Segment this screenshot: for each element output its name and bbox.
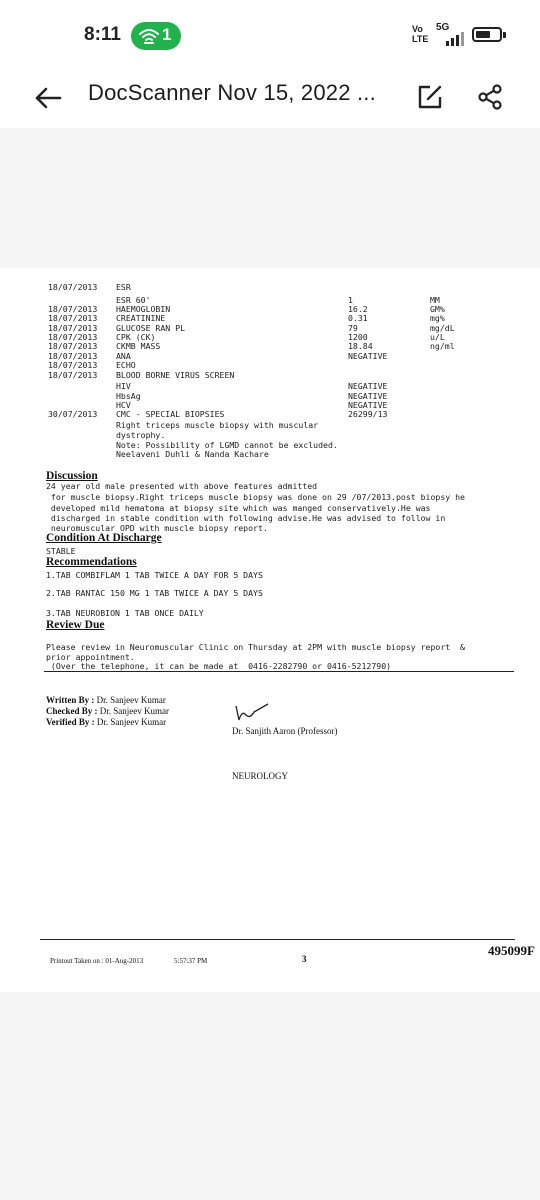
lab-test-cell: Note: Possibility of LGMD cannot be excluded.	[116, 440, 338, 450]
lab-test-cell: Right triceps muscle biopsy with muscular	[116, 420, 319, 430]
footer-divider	[40, 939, 515, 940]
lab-value-cell: 0.31	[348, 313, 368, 323]
lab-value-cell: 16.2	[348, 304, 368, 314]
signal-icon	[446, 32, 468, 46]
divider	[44, 671, 514, 672]
recommendation-item: 1.TAB COMBIFLAM 1 TAB TWICE A DAY FOR 5 DAYS	[46, 570, 263, 580]
written-by: Written By : Dr. Sanjeev Kumar	[46, 695, 166, 705]
discussion-line: neuromuscular OPD with muscle biopsy report.	[46, 523, 268, 533]
lab-test-cell: ANA	[116, 351, 131, 361]
lab-value-cell: NEGATIVE	[348, 381, 388, 391]
signature-mark	[232, 700, 272, 724]
lab-unit-cell: mg/dL	[430, 323, 455, 333]
network-type: 5G	[436, 22, 450, 33]
lab-value-cell: 79	[348, 323, 358, 333]
discussion-heading: Discussion	[46, 470, 98, 482]
lab-value-cell: 1200	[348, 332, 368, 342]
lab-unit-cell: u/L	[430, 332, 445, 342]
lab-test-cell: ECHO	[116, 360, 136, 370]
lab-unit-cell: GM%	[430, 304, 445, 314]
condition-text: STABLE	[46, 546, 76, 556]
hotspot-indicator[interactable]	[131, 22, 181, 50]
lab-test-cell: HAEMOGLOBIN	[116, 304, 171, 314]
lab-test-cell: CPK (CK)	[116, 332, 156, 342]
recommendations-heading: Recommendations	[46, 556, 137, 568]
lab-value-cell: 1	[348, 295, 353, 305]
discussion-line: for muscle biopsy.Right triceps muscle biopsy was done on 29 /07/2013.post biopsy he	[46, 492, 465, 502]
lab-test-cell: BLOOD BORNE VIRUS SCREEN	[116, 370, 235, 380]
department: NEUROLOGY	[232, 771, 288, 781]
arrow-left-icon	[34, 86, 62, 110]
lab-test-cell: CREATININE	[116, 313, 166, 323]
battery-tip	[503, 32, 506, 38]
lab-test-cell: Neelaveni Duhli & Nanda Kachare	[116, 449, 269, 459]
battery-icon	[472, 27, 502, 42]
lab-date-cell: 18/07/2013	[48, 351, 98, 361]
discussion-line: discharged in stable condition with following advise.He was advised to follow in	[46, 513, 446, 523]
lab-date-cell: 18/07/2013	[48, 341, 98, 351]
lab-value-cell: 26299/13	[348, 409, 388, 419]
recommendation-item: 2.TAB RANTAC 150 MG 1 TAB TWICE A DAY 5 DAYS	[46, 588, 263, 598]
checked-by: Checked By : Dr. Sanjeev Kumar	[46, 706, 169, 716]
lab-test-cell: HbsAg	[116, 391, 141, 401]
share-icon	[477, 84, 503, 110]
volte-indicator: Vo LTE	[412, 24, 429, 44]
review-line: prior appointment.	[46, 652, 135, 662]
lab-date-cell: 18/07/2013	[48, 323, 98, 333]
professor-name: Dr. Sanjith Aaron (Professor)	[232, 726, 338, 736]
review-line: (Over the telephone, it can be made at 0416-2282790 or 0416-5212790)	[46, 661, 392, 671]
lab-value-cell: 18.84	[348, 341, 373, 351]
battery-level	[476, 31, 490, 38]
lab-test-cell: dystrophy.	[116, 430, 166, 440]
document-id: 495099F	[488, 943, 535, 958]
lab-value-cell: NEGATIVE	[348, 351, 388, 361]
share-button[interactable]	[470, 77, 510, 117]
review-line: Please review in Neuromuscular Clinic on Thursday at 2PM with muscle biopsy report &	[46, 642, 465, 652]
hotspot-count: 1	[162, 25, 172, 44]
lab-date-cell: 18/07/2013	[48, 282, 98, 292]
lab-test-cell: HCV	[116, 400, 131, 410]
lab-test-cell: CKMB MASS	[116, 341, 161, 351]
status-time: 8:11	[84, 24, 121, 45]
condition-heading: Condition At Discharge	[46, 532, 162, 544]
lab-test-cell: HIV	[116, 381, 131, 391]
back-button[interactable]	[28, 78, 68, 118]
recommendation-item: 3.TAB NEUROBION 1 TAB ONCE DAILY	[46, 608, 204, 618]
lab-unit-cell: mg%	[430, 313, 445, 323]
lab-value-cell: NEGATIVE	[348, 400, 388, 410]
page-number: 3	[302, 954, 307, 964]
lab-date-cell: 18/07/2013	[48, 360, 98, 370]
lab-date-cell: 18/07/2013	[48, 313, 98, 323]
lab-date-cell: 18/07/2013	[48, 332, 98, 342]
discussion-line: developed mild hematoma at biopsy site which was manged conservatively.He was	[46, 503, 431, 513]
edit-button[interactable]	[410, 77, 450, 117]
lab-test-cell: CMC - SPECIAL BIOPSIES	[116, 409, 225, 419]
lab-date-cell: 18/07/2013	[48, 304, 98, 314]
lab-test-cell: GLUCOSE RAN PL	[116, 323, 186, 333]
edit-icon	[417, 84, 443, 110]
lab-test-cell: ESR	[116, 282, 131, 292]
scanned-page	[0, 268, 540, 992]
review-heading: Review Due	[46, 619, 105, 631]
app-bar	[0, 70, 540, 128]
system-icons	[412, 22, 512, 50]
verified-by: Verified By : Dr. Sanjeev Kumar	[46, 717, 167, 727]
printout-time: 5:57:37 PM	[174, 957, 208, 965]
status-bar	[0, 0, 540, 70]
document-title: DocScanner Nov 15, 2022 ...	[88, 80, 376, 105]
lab-unit-cell: ng/ml	[430, 341, 455, 351]
lab-value-cell: NEGATIVE	[348, 391, 388, 401]
discussion-line: 24 year old male presented with above features admitted	[46, 481, 318, 491]
lab-date-cell: 18/07/2013	[48, 370, 98, 380]
lab-date-cell: 30/07/2013	[48, 409, 98, 419]
lab-test-cell: ESR 60'	[116, 295, 151, 305]
wifi-hotspot-icon	[138, 27, 160, 45]
printout-info: Printout Taken on : 01-Aug-2013	[50, 957, 144, 965]
lab-unit-cell: MM	[430, 295, 440, 305]
